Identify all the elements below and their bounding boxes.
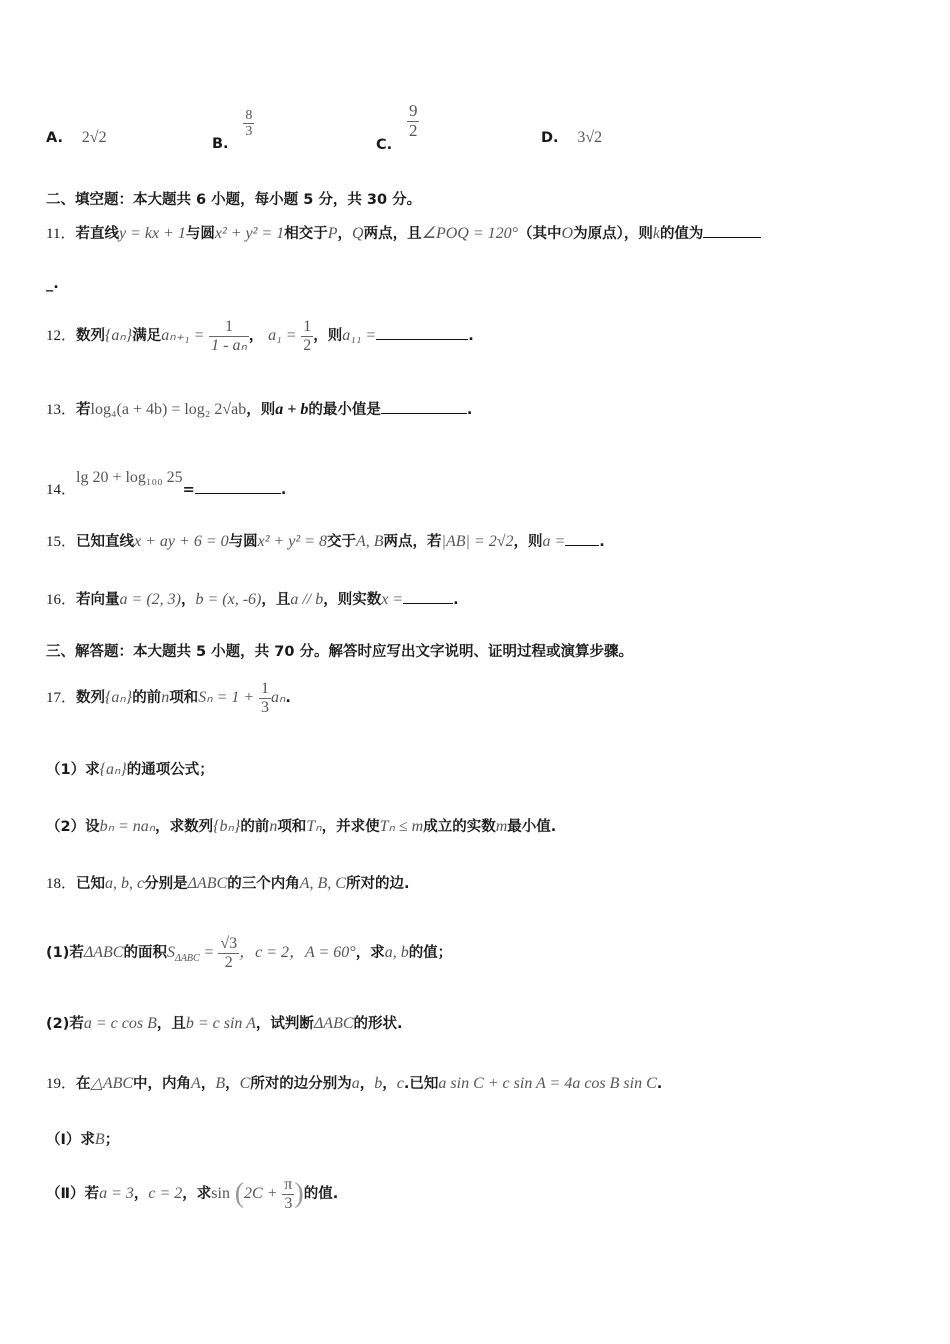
- q19-text-2: 中，内角: [133, 1076, 192, 1092]
- q18-text-3: 的三个内角: [227, 876, 300, 892]
- question-17: [46, 680, 291, 716]
- q18-part1-text-3: 的值；: [408, 945, 453, 962]
- q17-part2-math-1: bₙ = naₙ: [99, 818, 156, 835]
- q17-part2-math-6: m: [495, 818, 508, 835]
- q12-answer-blank[interactable]: [376, 339, 468, 340]
- q11-math-5: ∠POQ = 120°: [421, 225, 519, 242]
- q18-part2-math-3: ΔABC: [313, 1015, 354, 1032]
- q18-part2-label: (2)若: [46, 1016, 84, 1032]
- q19-math-5: a: [351, 1075, 360, 1092]
- q15-text-3: 交于: [327, 534, 356, 550]
- q16-math-4: x =: [381, 591, 404, 608]
- q18-part2-math-1: a = c cos B: [83, 1015, 157, 1032]
- q17-part2-text-4: ，并求使: [321, 819, 380, 835]
- q11-text-4: ，: [337, 226, 353, 242]
- q11-math-6: O: [561, 225, 574, 242]
- q14-end: .: [280, 482, 287, 498]
- option-d: [541, 128, 602, 147]
- q15-math-3: A, B: [356, 533, 384, 550]
- q19-part2-fraction: [282, 1176, 294, 1212]
- q19-text-1: 在: [76, 1076, 91, 1092]
- q18-text-2: 分别是: [144, 876, 188, 892]
- q13-number: 13．: [46, 402, 77, 418]
- q19-comma-3: ，: [359, 1076, 375, 1092]
- q17-part2-math-5: Tₙ ≤ m: [379, 818, 424, 835]
- q16-end: .: [453, 592, 459, 608]
- option-b-fraction: [243, 108, 254, 140]
- q19-math-2: A: [191, 1075, 201, 1092]
- q17-text-3: 项和: [169, 690, 199, 707]
- q17-part2-math-2: {bₙ}: [213, 818, 241, 835]
- q16-text-3: ，且: [261, 592, 291, 608]
- q11-math-4: Q: [352, 225, 364, 242]
- option-c-label: C.: [376, 137, 393, 154]
- q18-part2-text-3: 的形状.: [353, 1016, 403, 1032]
- option-d-value: 3√2: [577, 129, 603, 146]
- q15-number: 15．: [46, 534, 77, 550]
- q19-part2-math-3: sin: [211, 1185, 230, 1203]
- q19-part2-frac-den: 3: [284, 1194, 293, 1212]
- q19-math-4: C: [239, 1075, 251, 1092]
- q17-part2-text-2: 的前: [240, 819, 270, 835]
- q12-end: .: [468, 328, 474, 345]
- q11-text-5: 两点，且: [363, 226, 422, 242]
- q18-text-1: 已知: [76, 876, 106, 892]
- q19-part2-text-1: ，: [133, 1186, 149, 1203]
- q17-part1-text: 的通项公式；: [126, 762, 214, 778]
- q11-text-6: （其中: [518, 226, 562, 242]
- question-12: [46, 318, 474, 354]
- q17-part1-math: {aₙ}: [99, 761, 127, 778]
- q17-part2-text-3: 项和: [277, 819, 307, 835]
- q15-math-4: |AB| = 2√2: [441, 533, 514, 550]
- option-c-fraction: [407, 102, 420, 140]
- q15-end: .: [599, 534, 605, 550]
- q16-number: 16．: [46, 592, 77, 608]
- q18-part2-math-2: b = c sin A: [185, 1015, 256, 1032]
- q15-text-5: ，则: [513, 534, 543, 550]
- q13-text-2: ，则: [246, 402, 276, 418]
- q18-text-4: 所对的边.: [345, 876, 410, 892]
- q12-text-2: 满足: [132, 328, 162, 345]
- q15-text-4: 两点，若: [383, 534, 442, 550]
- option-b-num: 8: [245, 108, 253, 123]
- option-b: [212, 108, 254, 152]
- q13-text-1: 若: [76, 402, 91, 418]
- question-11: [46, 222, 761, 243]
- q12-math-1: {aₙ}: [105, 327, 133, 345]
- option-c: [376, 101, 419, 154]
- section-3-heading: 三、解答题：本大题共 5 小题，共 70 分。解答时应写出文字说明、证明过程或演算步骤。: [46, 644, 633, 660]
- q12-fraction-2: [301, 318, 313, 354]
- q11-text-2: 与圆: [185, 226, 215, 242]
- q12-frac2-den: 2: [303, 336, 312, 354]
- q11-text-7: 为原点），则: [573, 226, 653, 242]
- q16-text-1: 若向量: [76, 592, 120, 608]
- q19-part1-label: （Ⅰ）求: [46, 1132, 95, 1148]
- q15-answer-blank[interactable]: [565, 545, 599, 546]
- q19-part-2: [46, 1176, 338, 1212]
- q16-math-3: a // b: [290, 591, 324, 608]
- q19-comma-4: ，: [382, 1076, 397, 1092]
- q18-math-1: a, b, c: [105, 875, 145, 892]
- q18-part1-text-2: ，求: [355, 945, 385, 962]
- q19-end: .: [656, 1076, 663, 1092]
- q18-number: 18．: [46, 876, 77, 892]
- q11-answer-blank[interactable]: [703, 237, 761, 238]
- q17-math-2: n: [161, 689, 170, 707]
- q12-math-2: aₙ₊₁ =: [161, 327, 205, 345]
- q19-part2-text-3: 的值.: [303, 1186, 339, 1203]
- q14-number: 14．: [46, 482, 77, 498]
- q18-part1-frac-den: 2: [224, 953, 233, 971]
- q19-math-8: a sin C + c sin A = 4a cos B sin C: [438, 1075, 657, 1092]
- q17-part2-math-4: Tₙ: [306, 818, 322, 835]
- q18-part1-sub: ΔABC: [174, 953, 200, 965]
- q15-math-5: a =: [542, 533, 566, 550]
- q19-part2-math-1: a = 3: [99, 1185, 134, 1203]
- q19-part2-math-2: c = 2: [148, 1185, 183, 1203]
- q17-text-1: 数列: [76, 690, 106, 707]
- q14-math-1: lg 20 + log₁₀₀ 25: [76, 469, 183, 486]
- q16-text-2: ，: [180, 592, 196, 608]
- q17-frac-num: 1: [260, 680, 269, 697]
- q19-math-1: △ABC: [90, 1075, 134, 1092]
- q18-part1-math-2: S: [166, 944, 175, 962]
- q17-fraction: [259, 680, 271, 716]
- q19-comma-1: ，: [200, 1076, 216, 1092]
- q17-part2-text-1: ，求数列: [155, 819, 214, 835]
- question-13: [46, 398, 472, 419]
- q18-part1-frac-num: √3: [220, 935, 238, 952]
- q17-part2-text-5: 成立的实数: [423, 819, 496, 835]
- question-19: [46, 1072, 662, 1093]
- q12-frac2-num: 1: [303, 318, 312, 335]
- q19-right-paren: ): [294, 1178, 304, 1210]
- q19-part2-label: （Ⅱ）若: [46, 1186, 100, 1203]
- q17-math-3: Sₙ = 1 +: [198, 689, 255, 707]
- q13-end: .: [466, 402, 473, 418]
- q18-part1-math-4: a, b: [384, 944, 409, 962]
- option-c-num: 9: [408, 101, 418, 120]
- option-a-label: A.: [46, 130, 63, 146]
- option-b-label: B.: [212, 135, 229, 152]
- q13-answer-blank[interactable]: [381, 413, 467, 414]
- q19-part-1: [46, 1128, 119, 1149]
- q16-math-2: b = (x, -6): [195, 591, 262, 608]
- q18-part2-text-2: ，试判断: [255, 1016, 314, 1032]
- q12-math-3: a₁ =: [268, 327, 297, 345]
- q18-part1-eq: =: [204, 944, 214, 962]
- q19-part2-text-2: ，求: [182, 1186, 212, 1203]
- q18-part1-fraction: [218, 935, 239, 971]
- q12-text-1: 数列: [76, 328, 106, 345]
- q11-math-3: P: [327, 225, 338, 242]
- question-15: [46, 530, 605, 551]
- q19-part1-math: B: [94, 1131, 105, 1148]
- q18-part-2: [46, 1012, 403, 1033]
- q17-part-1: [46, 758, 214, 779]
- q12-frac1-den: 1 - aₙ: [211, 336, 247, 354]
- q11-math-2: x² + y² = 1: [214, 225, 285, 242]
- q17-part1-label: （1）求: [46, 762, 100, 778]
- q12-text-4: ，则: [313, 328, 343, 345]
- q11-math-7: k: [652, 225, 660, 242]
- q19-math-6: b: [374, 1075, 383, 1092]
- q19-math-3: B: [215, 1075, 226, 1092]
- q19-comma-2: ，: [225, 1076, 240, 1092]
- q17-part2-label: （2）设: [46, 819, 100, 835]
- q14-text-1: =: [182, 482, 195, 498]
- q19-text-3: 所对的边分别为: [250, 1076, 352, 1092]
- option-a: [46, 128, 107, 147]
- option-a-value: 2√2: [81, 129, 107, 146]
- q12-text-3: ，: [248, 328, 264, 345]
- q17-text-2: 的前: [132, 690, 162, 707]
- q11-text-3: 相交于: [284, 226, 328, 242]
- q19-part2-frac-num: π: [284, 1176, 293, 1193]
- q18-part1-math-3: ，c = 2，A = 60°: [239, 944, 356, 962]
- q18-part2-text-1: ，且: [156, 1016, 186, 1032]
- q12-math-4: a₁₁ =: [342, 327, 377, 345]
- q18-math-2: ΔABC: [187, 875, 228, 892]
- q19-left-paren: (: [234, 1178, 245, 1210]
- option-d-label: D.: [541, 130, 559, 146]
- q17-math-1: {aₙ}: [105, 689, 133, 707]
- q11-number: 11．: [46, 226, 76, 242]
- option-c-den: 2: [408, 120, 418, 140]
- q18-part-1: [46, 935, 452, 971]
- q17-part2-text-6: 最小值.: [507, 819, 557, 835]
- q19-number: 19．: [46, 1076, 77, 1092]
- q18-part1-math-1: ΔABC: [83, 944, 124, 962]
- q15-math-2: x² + y² = 8: [257, 533, 327, 550]
- section-2-heading: 二、填空题：本大题共 6 小题，每小题 5 分，共 30 分。: [46, 192, 422, 208]
- option-b-den: 3: [245, 124, 253, 140]
- q17-number: 17．: [46, 690, 77, 707]
- q11-text-8: 的值为: [659, 226, 704, 242]
- question-18: [46, 872, 409, 893]
- q15-text-1: 已知直线: [76, 534, 135, 550]
- q12-frac1-num: 1: [209, 318, 249, 337]
- q13-math-1: log₄(a + 4b) = log₂ 2√ab: [90, 401, 247, 418]
- q11-math-1: y = kx + 1: [118, 225, 186, 242]
- q16-math-1: a = (2, 3): [119, 591, 181, 608]
- q13-math-2: a + b: [275, 401, 309, 418]
- q14-answer-blank[interactable]: [195, 493, 281, 494]
- q11-text-1: 若直线: [75, 226, 119, 242]
- q19-text-4: .已知: [403, 1076, 439, 1092]
- question-14: [46, 466, 287, 498]
- q18-part1-text-1: 的面积: [123, 945, 167, 962]
- q18-math-3: A, B, C: [299, 875, 346, 892]
- q12-number: 12．: [46, 328, 77, 345]
- q19-part1-text: ；: [104, 1132, 120, 1148]
- q17-frac-den: 3: [260, 698, 269, 716]
- q11-tail: _.: [46, 276, 59, 292]
- q16-answer-blank[interactable]: [403, 603, 453, 604]
- q13-text-3: 的最小值是: [308, 402, 381, 418]
- q16-text-4: ，则实数: [323, 592, 382, 608]
- q15-text-2: 与圆: [228, 534, 258, 550]
- q17-part2-math-3: n: [269, 818, 278, 835]
- q19-part2-math-4: 2C +: [244, 1185, 278, 1203]
- q17-end: .: [285, 690, 291, 707]
- q15-math-1: x + ay + 6 = 0: [134, 533, 229, 550]
- q18-part1-label: (1)若: [46, 945, 84, 962]
- q12-fraction-1: [209, 318, 249, 354]
- q19-math-7: c: [396, 1075, 404, 1092]
- q17-math-4: aₙ: [270, 689, 286, 707]
- question-16: [46, 588, 459, 609]
- q17-part-2: [46, 815, 556, 836]
